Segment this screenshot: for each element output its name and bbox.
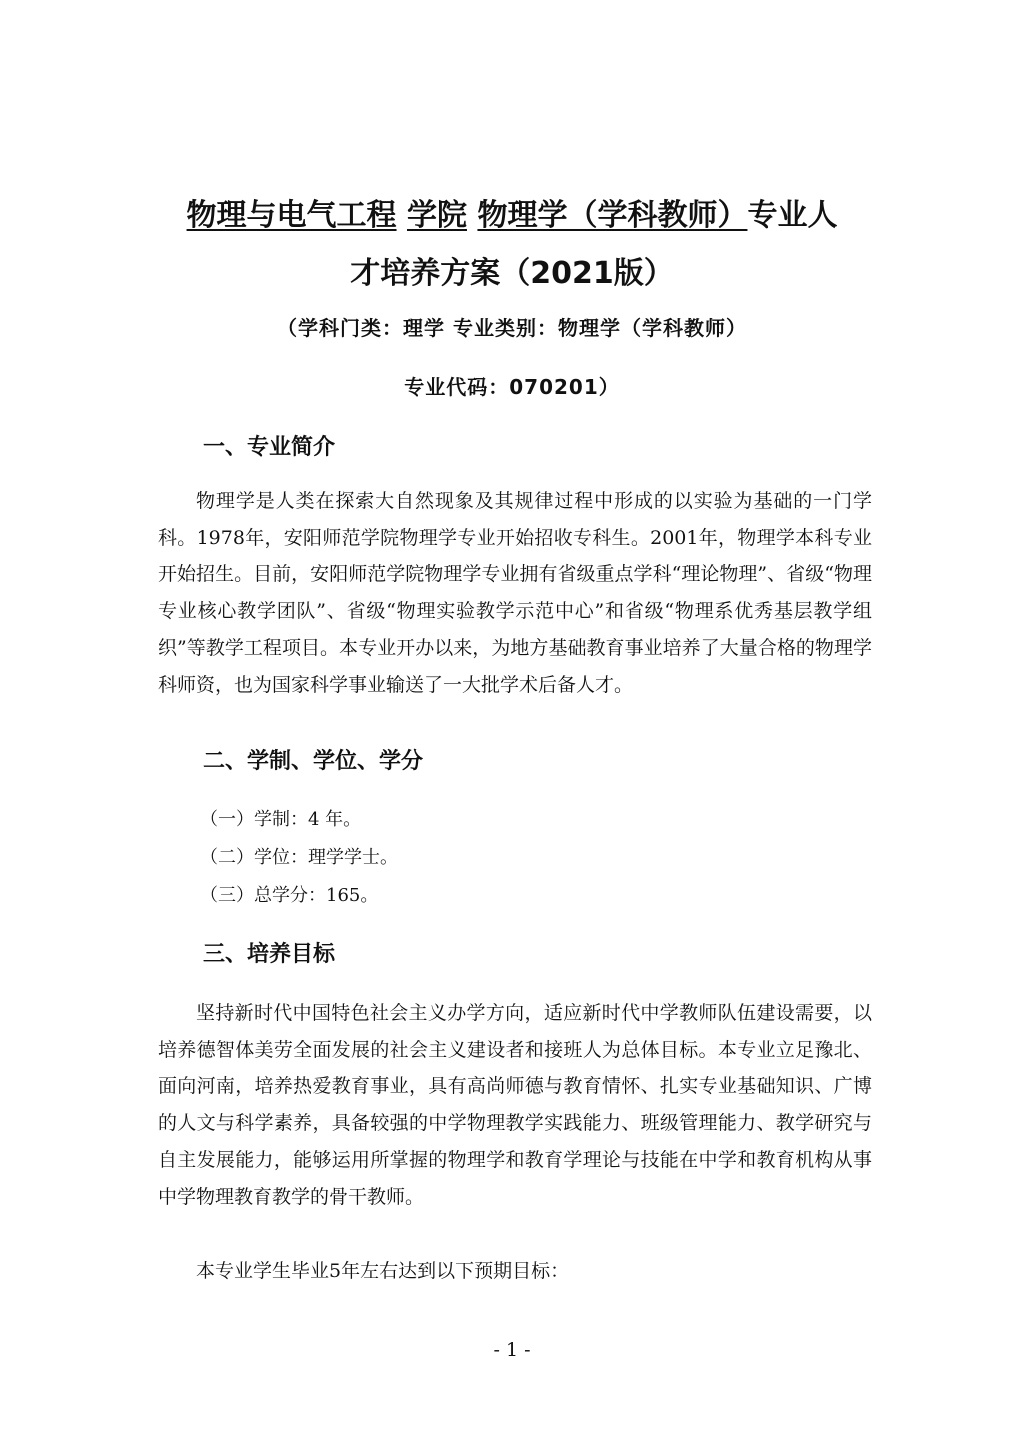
title-tail: 专业人 — [747, 198, 838, 233]
section-objectives-expected-goals: 本专业学生毕业5年左右达到以下预期目标： — [196, 1260, 570, 1282]
subtitle-discipline: （学科门类：理学 专业类别：物理学（学科教师） — [277, 316, 747, 340]
list-item-duration: （一）学制：4 年。 — [200, 809, 362, 830]
section-intro-paragraph: 物理学是人类在探索大自然现象及其规律过程中形成的以实验为基础的一门学科。1978年，安阳师范学院物理学专业开始招收专科生。2001年，物理学本科专业开始招生。目前，安阳师范学院物理学专业拥有省级重点学科“理论物理”、省级“物理专业核心教学团队”、省级“物理实验教学示范中心”和省级“物理系优秀基层教学组织”等教学工程项目。本专业开办以来，为地方基础教育事业培养了大量合格的物理学科师资，也为国家科学事业输送了一大批学术后备人才。 — [158, 490, 872, 696]
subtitle-major-code: 专业代码：070201） — [404, 375, 620, 399]
title-college: 物理与电气工程 — [186, 198, 397, 233]
document-title-line1 — [150, 196, 874, 236]
section-heading-objectives: 三、培养目标 — [203, 942, 336, 967]
section-heading-intro: 一、专业简介 — [203, 435, 336, 460]
section-objectives-paragraph: 坚持新时代中国特色社会主义办学方向，适应新时代中学教师队伍建设需要，以培养德智体美劳全面发展的社会主义建设者和接班人为总体目标。本专业立足豫北、面向河南，培养热爱教育事业，具有高尚师德与教育情怀、扎实专业基础知识、广博的人文与科学素养，具备较强的中学物理教学实践能力、班级管理能力、教学研究与自主发展能力，能够运用所掌握的物理学和教育学理论与技能在中学和教育机构从事中学物理教育教学的骨干教师。 — [158, 1002, 872, 1208]
document-title-line2: 才培养方案（2021版） — [350, 256, 674, 291]
section-heading-duration-degree-credits: 二、学制、学位、学分 — [203, 749, 424, 774]
title-college-suffix: 学院 — [407, 198, 467, 233]
list-item-credits: （三）总学分：165。 — [200, 885, 379, 906]
list-item-degree: （二）学位：理学学士。 — [200, 847, 398, 868]
page-number: - 1 - — [493, 1339, 531, 1361]
title-major: 物理学（学科教师） — [477, 198, 748, 233]
